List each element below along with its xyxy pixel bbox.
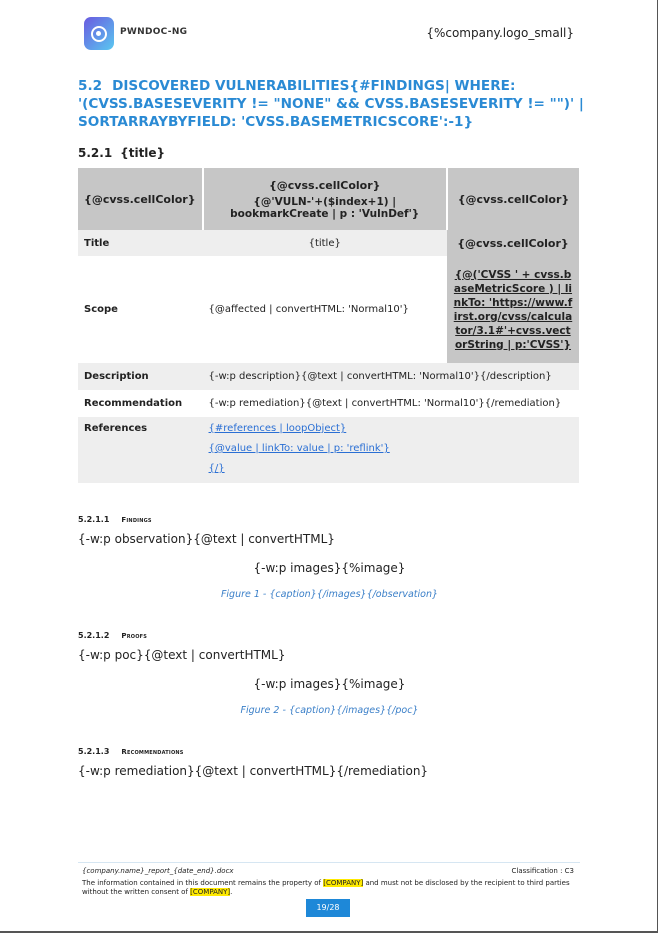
proofs-image: {-w:p images}{%image}	[253, 677, 406, 691]
row-label-recommendation: Recommendation	[78, 390, 203, 417]
proofs-caption-prefix: Figure 2 -	[240, 705, 289, 716]
company-logo-placeholder: {%company.logo_small}	[426, 26, 574, 40]
cvss-link-cell	[447, 256, 579, 363]
table-row	[78, 256, 579, 363]
reference-link[interactable]: {#references | loopObject}	[208, 423, 347, 434]
table-row	[78, 230, 579, 256]
footer-notice	[82, 879, 578, 897]
footer-notice-part1: The information contained in this document remains the property of	[82, 879, 324, 887]
findings-image: {-w:p images}{%image}	[253, 561, 406, 575]
recommendations-text: {-w:p remediation}{@text | convertHTML}{/remediation}	[78, 764, 429, 778]
reference-link[interactable]: {@value | linkTo: value | p: 'reflink'}	[208, 443, 390, 454]
subsection-heading	[78, 146, 165, 160]
proofs-caption-text: {caption}{/images}{/poc}	[288, 705, 419, 716]
section-title: DISCOVERED VULNERABILITIES{#FINDINGS| WHERE: '(CVSS.BASESEVERITY != "NONE" && CVSS.BASESEVERITY != "")' | SORTARRAYBYFIELD: 'CVSS.BASEMETRICSCORE':-1}	[78, 78, 584, 130]
row-label-scope: Scope	[78, 256, 203, 363]
footer-divider	[78, 862, 580, 863]
findings-caption-text: {caption}{/images}{/observation}	[269, 589, 439, 600]
section-heading	[78, 77, 588, 131]
row-label-references: References	[78, 417, 203, 483]
proofs-heading	[78, 631, 147, 640]
findings-title: Findings	[121, 516, 152, 524]
row-value-description: {-w:p description}{@text | convertHTML: 'Normal10'}{/description}	[203, 363, 579, 390]
recommendations-heading	[78, 747, 184, 756]
footer-classification: Classification : C3	[511, 867, 574, 875]
recommendations-number: 5.2.1.3	[78, 747, 110, 756]
table-row	[78, 363, 579, 390]
proofs-text: {-w:p poc}{@text | convertHTML}	[78, 648, 286, 662]
header-mid-line1: {@cvss.cellColor}	[268, 178, 381, 192]
row-value-scope: {@affected | convertHTML: 'Normal10'}	[203, 256, 447, 363]
side-cell-title: {@cvss.cellColor}	[447, 230, 579, 256]
footer-filename: {company.name}_report_{date_end}.docx	[82, 867, 234, 875]
header-mid-line2: {@'VULN-'+($index+1) | bookmarkCreate | p : 'VulnDef'}	[230, 195, 420, 220]
proofs-number: 5.2.1.2	[78, 631, 110, 640]
cvss-link[interactable]: {@('CVSS ' + cvss.baseMetricScore ) | linkTo: 'https://www.first.org/cvss/calculator/3.1#'+cvss.vectorString | p:'CVSS'}	[453, 268, 573, 351]
header-cell-left: {@cvss.cellColor}	[78, 168, 203, 230]
row-value-title: {title}	[203, 230, 447, 256]
table-row	[78, 417, 579, 483]
recommendations-title: Recommendations	[121, 748, 184, 756]
brand-logo-icon	[84, 17, 114, 50]
row-label-title: Title	[78, 230, 203, 256]
table-row	[78, 390, 579, 417]
row-value-references	[203, 417, 579, 483]
brand-name: PWNDOC-NG	[120, 27, 188, 37]
footer-notice-part2: and must not be disclosed by the recipient to third parties without the written consent of	[82, 879, 570, 896]
reference-link[interactable]: {/}	[208, 463, 225, 474]
subsection-title: {title}	[120, 146, 166, 160]
section-number: 5.2	[78, 78, 103, 94]
findings-heading	[78, 515, 152, 524]
findings-number: 5.2.1.1	[78, 515, 110, 524]
page-number-badge: 19/28	[306, 899, 350, 917]
proofs-title: Proofs	[121, 632, 148, 640]
footer-company-highlight: [COMPANY]	[323, 879, 364, 887]
footer-company-highlight: [COMPANY]	[190, 888, 231, 896]
findings-text: {-w:p observation}{@text | convertHTML}	[78, 532, 335, 546]
proofs-caption	[0, 705, 659, 716]
header-cell-right: {@cvss.cellColor}	[447, 168, 579, 230]
findings-caption-prefix: Figure 1 -	[220, 589, 270, 600]
row-value-recommendation: {-w:p remediation}{@text | convertHTML: 'Normal10'}{/remediation}	[203, 390, 579, 417]
findings-caption	[0, 589, 659, 600]
subsection-number: 5.2.1	[78, 146, 113, 160]
vulnerability-table	[78, 168, 579, 483]
header-cell-mid	[203, 168, 447, 230]
table-header-row	[78, 168, 579, 230]
footer-notice-end: .	[230, 888, 233, 896]
row-label-description: Description	[78, 363, 203, 390]
